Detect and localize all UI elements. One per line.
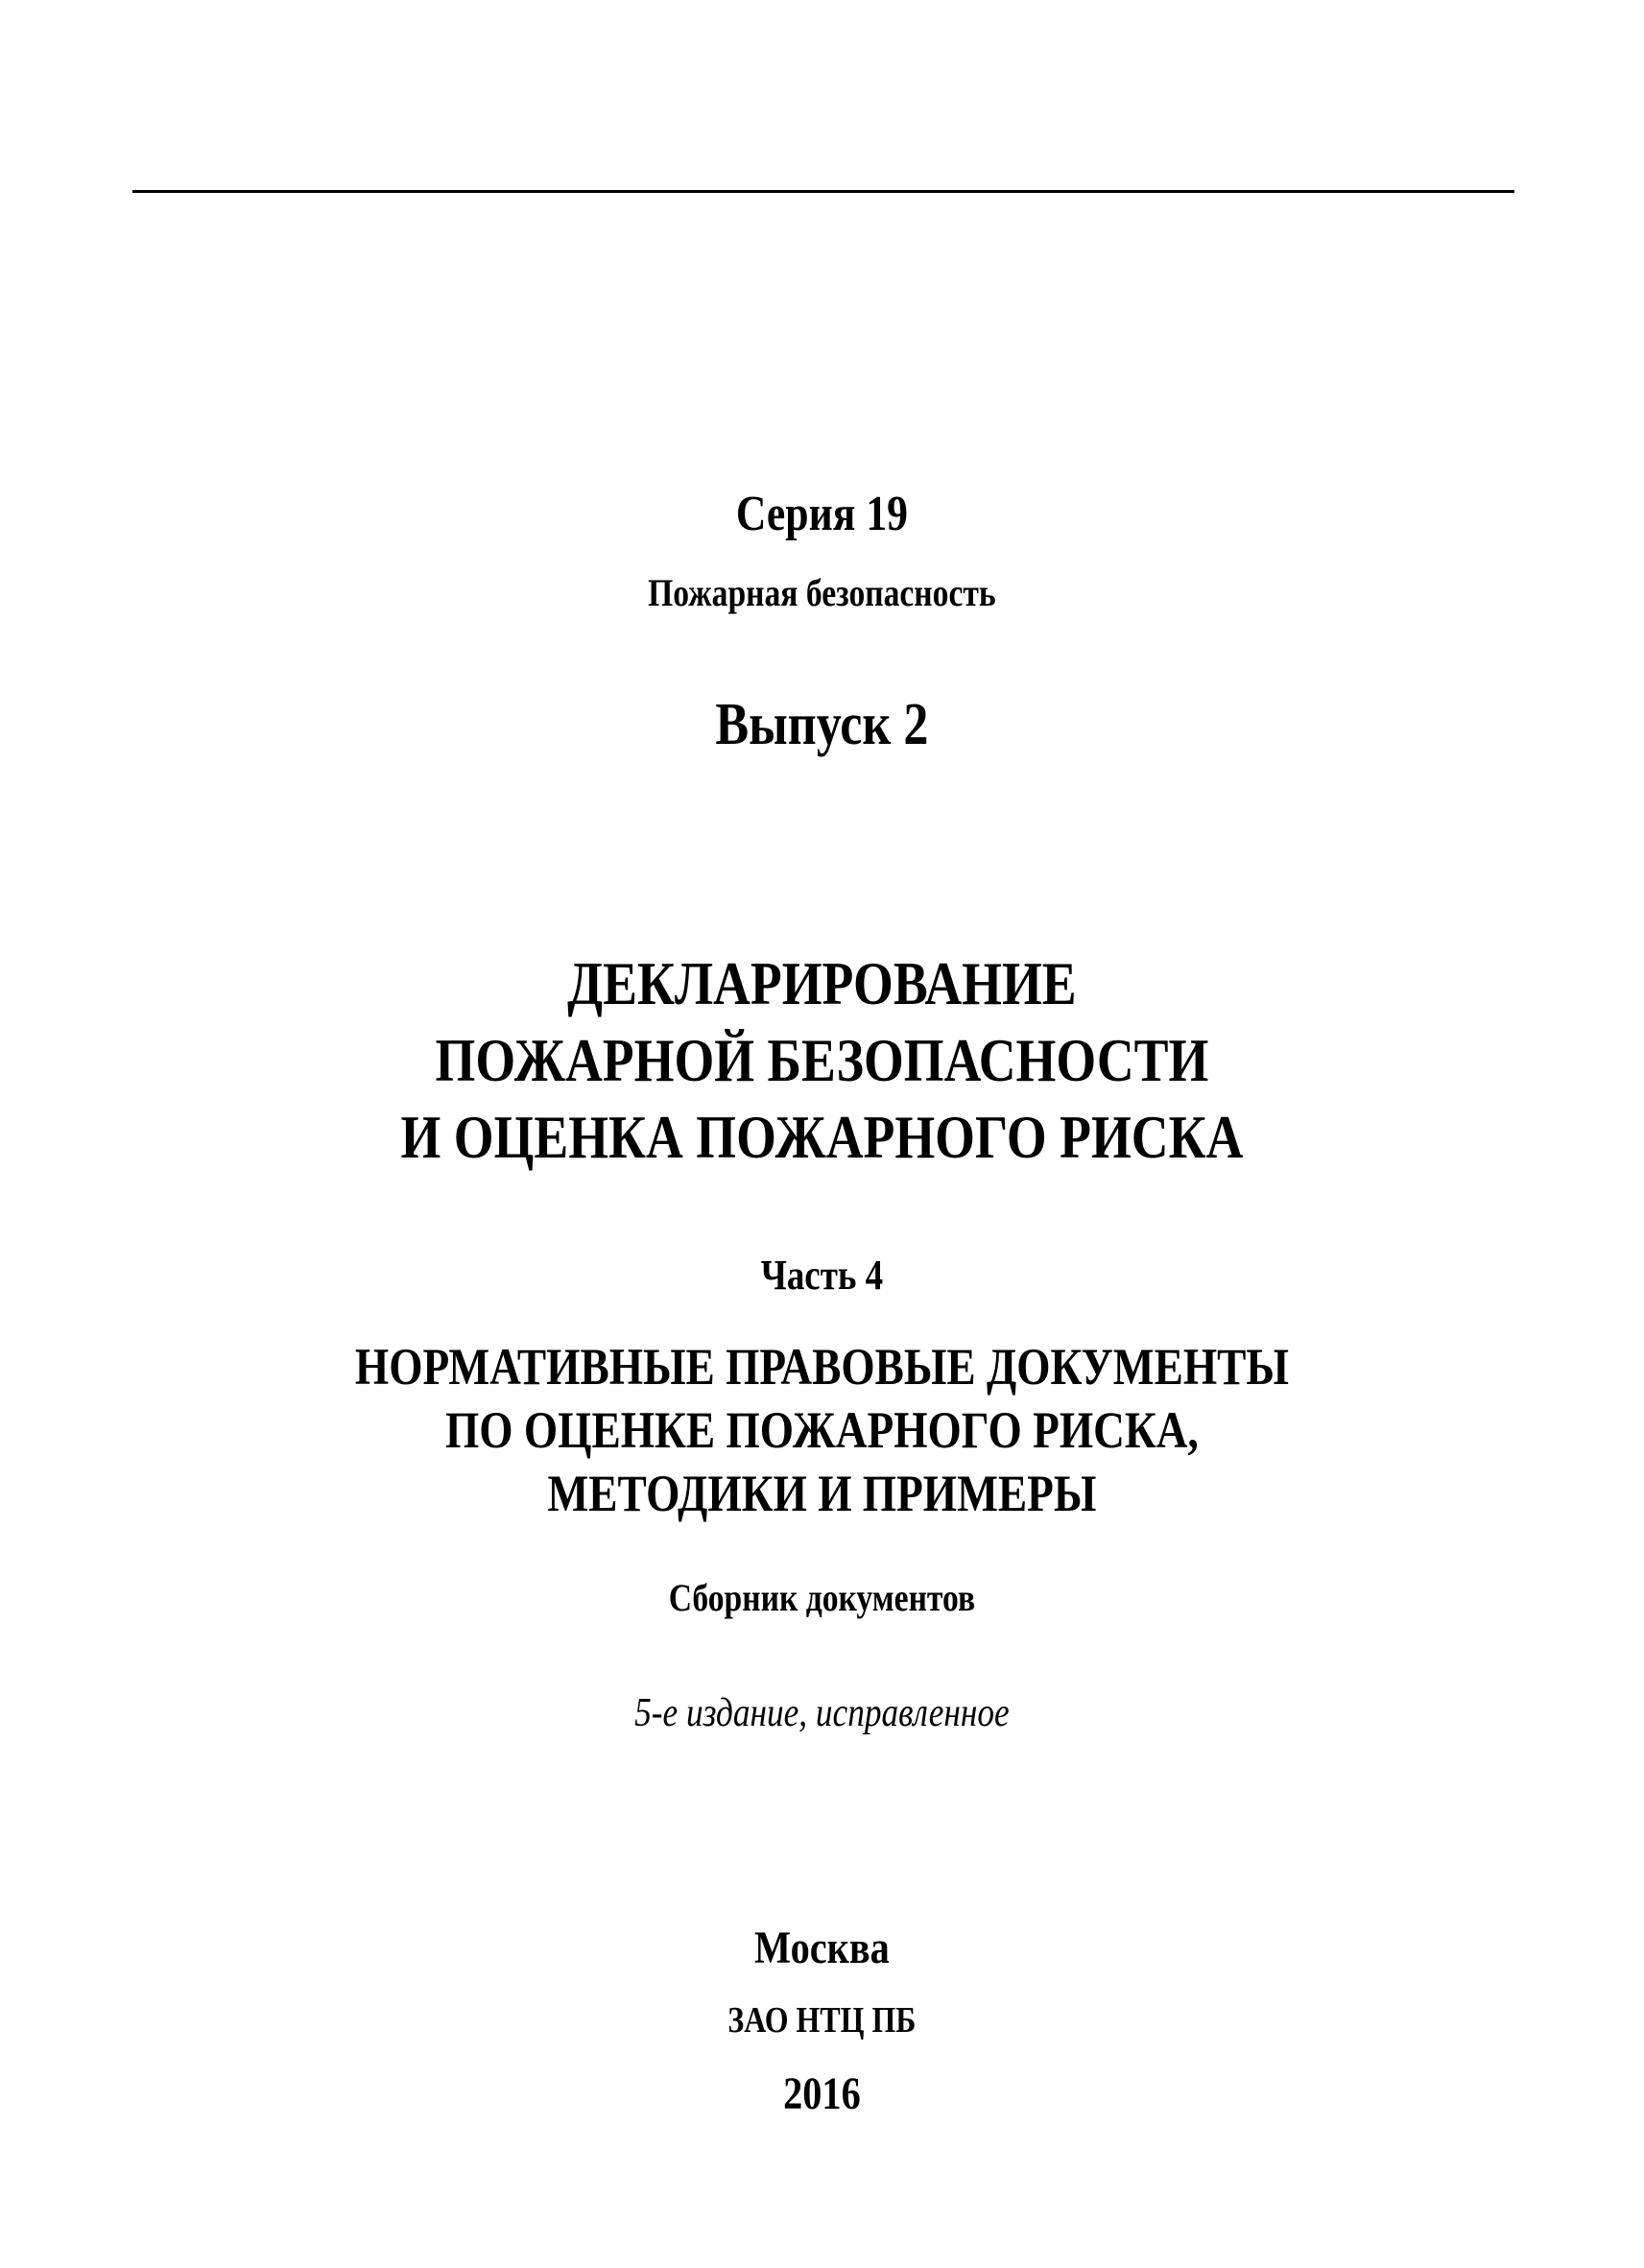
issue-number: Выпуск 2 xyxy=(715,692,929,757)
main-title-line: ДЕКЛАРИРОВАНИЕ xyxy=(567,949,1077,1017)
top-rule xyxy=(132,190,1514,193)
main-title-line: ПОЖАРНОЙ БЕЗОПАСНОСТИ xyxy=(435,1026,1209,1094)
series-subtitle: Пожарная безопасность xyxy=(648,571,996,614)
part-title xyxy=(131,1335,1513,1525)
edition-note: 5-е издание, исправленное xyxy=(634,1691,1010,1735)
imprint-publisher: ЗАО НТЦ ПБ xyxy=(727,2000,917,2041)
imprint-year: 2016 xyxy=(783,2068,861,2119)
part-title-line: ПО ОЦЕНКЕ ПОЖАРНОГО РИСКА, xyxy=(444,1401,1199,1459)
part-label: Часть 4 xyxy=(760,1252,884,1299)
part-title-line: МЕТОДИКИ И ПРИМЕРЫ xyxy=(547,1465,1097,1522)
imprint-city: Москва xyxy=(754,1922,890,1973)
series-label: Серия 19 xyxy=(735,487,908,541)
part-title-line: НОРМАТИВНЫЕ ПРАВОВЫЕ ДОКУМЕНТЫ xyxy=(354,1338,1289,1396)
collection-type: Сборник документов xyxy=(668,1576,976,1619)
main-title-line: И ОЦЕНКА ПОЖАРНОГО РИСКА xyxy=(400,1103,1244,1171)
main-title xyxy=(131,945,1513,1176)
